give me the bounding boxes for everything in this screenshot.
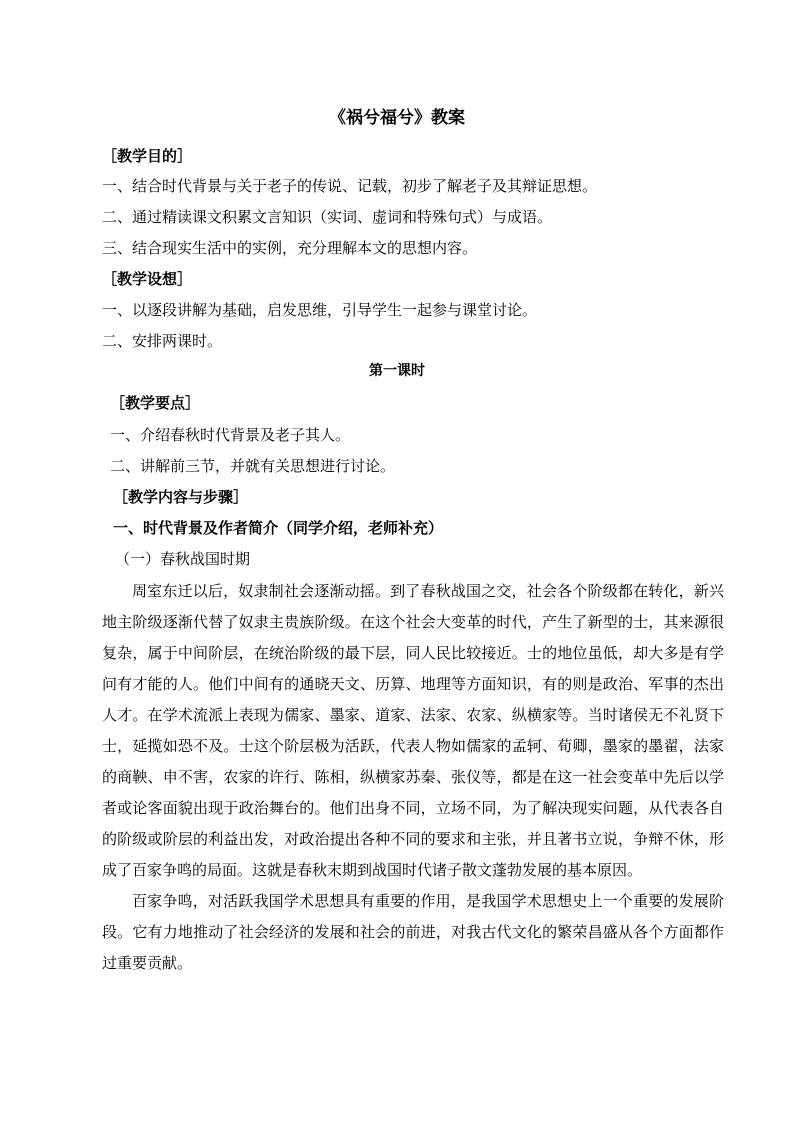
section-heading-purpose: ［教学目的］ [102, 147, 193, 165]
purpose-item-3: 三、结合现实生活中的实例，充分理解本文的思想内容。 [102, 239, 478, 257]
design-item-1: 一、以逐段讲解为基础，启发思维，引导学生一起参与课堂讨论。 [102, 301, 538, 319]
purpose-item-1: 一、结合时代背景与关于老子的传说、记载，初步了解老子及其辩证思想。 [102, 177, 598, 195]
body-paragraph-1: 周室东迁以后，奴隶制社会逐渐动摇。到了春秋战国之交，社会各个阶级都在转化，新兴地主阶级逐渐代替了奴隶主贵族阶级。在这个社会大变革的时代，产生了新型的士，其来源很复杂，属于中间阶层，在统治阶级的最下层，同人民比较接近。士的地位虽低，却大多是有学问有才能的人。他们中间有的通晓天文、历算、地理等方面知识，有的则是政治、军事的杰出人才。在学术流派上表现为儒家、墨家、道家、法家、农家、纵横家等。当时诸侯无不礼贤下士，延揽如恐不及。士这个阶层极为活跃，代表人物如儒家的孟轲、荀卿，墨家的墨翟，法家的商鞅、申不害，农家的许行、陈相，纵横家苏秦、张仪等，都是在这一社会变革中先后以学者或论客面貌出现于政治舞台的。他们出身不同，立场不同，为了解决现实问题，从代表各自的阶级或阶层的利益出发，对政治提出各种不同的要求和主张，并且著书立说，争辩不休，形成了百家争鸣的局面。这就是春秋末期到战国时代诸子散文蓬勃发展的基本原因。 [102, 582, 724, 879]
keypoint-item-1: 一、介绍春秋时代背景及老子其人。 [110, 426, 351, 444]
purpose-item-2: 二、通过精读课文积累文言知识（实词、虚词和特殊句式）与成语。 [102, 208, 553, 226]
document-title: 《祸兮福兮》教案 [329, 108, 465, 128]
section-heading-design: ［教学设想］ [102, 270, 193, 288]
step1-heading: 一、时代背景及作者简介（同学介绍，老师补充） [113, 519, 444, 537]
design-item-2: 二、安排两课时。 [102, 332, 223, 350]
lesson-title: 第一课时 [369, 363, 425, 379]
keypoint-item-2: 二、讲解前三节，并就有关思想进行讨论。 [110, 457, 396, 475]
section-heading-content: ［教学内容与步骤］ [113, 488, 249, 506]
section-heading-keypoints: ［教学要点］ [110, 394, 201, 412]
body-paragraph-2: 百家争鸣，对活跃我国学术思想具有重要的作用，是我国学术思想史上一个重要的发展阶段。它有力地推动了社会经济的发展和社会的前进，对我古代文化的繁荣昌盛从各个方面都作过重要贡献。 [102, 892, 724, 972]
sub1-heading: （一）春秋战国时期 [115, 550, 251, 568]
